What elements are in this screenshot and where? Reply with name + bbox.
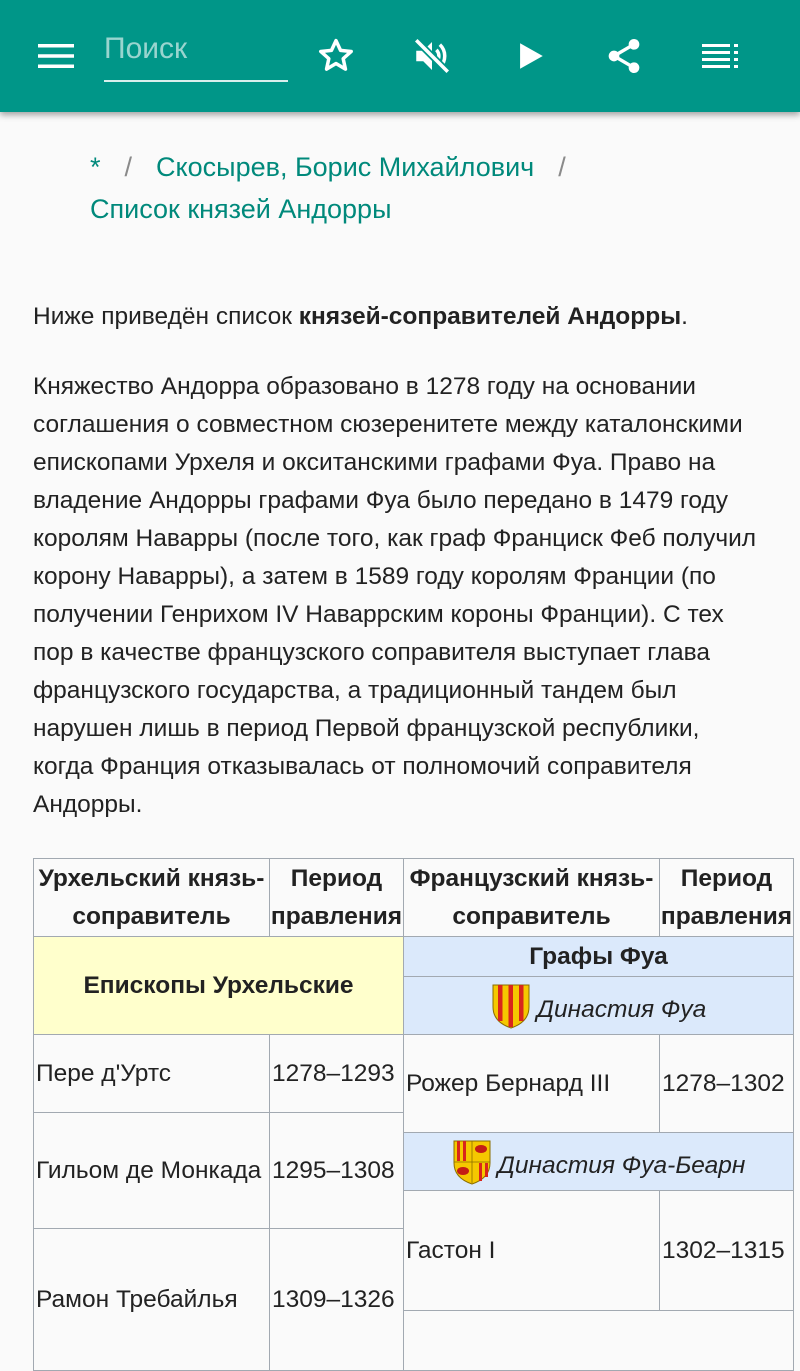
foix-coat-of-arms-icon — [491, 983, 531, 1029]
french-prince-name[interactable]: Рожер Бернард III — [404, 1035, 660, 1133]
urgel-prince-name[interactable]: Гильом де Монкада — [34, 1113, 270, 1229]
share-icon — [604, 36, 644, 76]
french-prince-period: 1278–1302 — [660, 1035, 794, 1133]
french-prince-name[interactable]: Гастон I — [404, 1191, 660, 1311]
intro-bold-term: князей-соправителей Андорры — [298, 303, 682, 330]
intro-paragraph: Ниже приведён список князей-соправителей Андорры. — [33, 303, 688, 330]
urgel-prince-period: 1295–1308 — [270, 1113, 404, 1229]
dynasty-foix-label[interactable]: Династия Фуа — [536, 995, 707, 1023]
table-header-row — [34, 859, 794, 937]
section-urgel-bishops: Епископы Урхельские — [34, 937, 404, 1035]
playlist-button[interactable] — [692, 28, 748, 84]
urgel-prince-name[interactable]: Пере д'Уртс — [34, 1035, 270, 1113]
urgel-prince-period: 1309–1326 — [270, 1229, 404, 1371]
bookmark-button[interactable] — [308, 28, 364, 84]
article-body — [33, 298, 763, 824]
header-period: Период правления — [270, 859, 404, 937]
breadcrumb-link-skosyrev[interactable]: Скосырев, Борис Михайлович — [156, 152, 535, 182]
table-cell-empty — [404, 1311, 794, 1371]
dynasty-foix-row — [404, 977, 794, 1035]
mute-button[interactable] — [404, 28, 460, 84]
header-urgel-prince: Урхельский князь-соправитель — [34, 859, 270, 937]
section-foix-counts: Графы Фуа — [404, 937, 794, 977]
breadcrumb-root-link[interactable]: * — [90, 152, 101, 182]
app-bar — [0, 0, 800, 112]
table-row — [34, 1035, 794, 1073]
search-field[interactable] — [104, 24, 288, 82]
dynasty-foix-bearn-label[interactable]: Династия Фуа-Беарн — [497, 1151, 746, 1179]
urgel-prince-name[interactable]: Рамон Требайлья — [34, 1229, 270, 1371]
header-french-prince: Французский князь-соправитель — [404, 859, 660, 937]
french-prince-period: 1302–1315 — [660, 1191, 794, 1311]
menu-button[interactable] — [28, 28, 84, 84]
menu-icon — [36, 41, 76, 71]
urgel-prince-period: 1278–1293 — [270, 1035, 404, 1113]
dynasty-foix-bearn-row — [404, 1133, 794, 1191]
search-input[interactable] — [104, 24, 288, 74]
breadcrumb-separator: / — [558, 152, 566, 182]
share-button[interactable] — [596, 28, 652, 84]
co-princes-table — [33, 858, 794, 1371]
breadcrumb-separator: / — [124, 152, 133, 182]
playlist-icon — [700, 41, 740, 71]
foix-bearn-coat-of-arms-icon — [452, 1139, 492, 1185]
volume-off-icon — [411, 35, 453, 77]
header-period: Период правления — [660, 859, 794, 937]
play-icon — [513, 39, 547, 73]
history-paragraph: Княжество Андорра образовано в 1278 году на основании соглашения о совместном сюзеренитете между каталонскими епископами Урхеля и окситанскими графами Фуа. Право на владение Андорры графами Фуа было передано в 1479 году королям Наварры (после того, как граф Франциск Феб получил корону Наварры), а затем в 1589 году королям Франции (по получении Генрихом IV Наваррским короны Франции). С тех пор в качестве французского соправителя выступает глава французского государства, а традиционный тандем был нарушен лишь в период Первой французской республики, когда Франция отказывалась от полномочий соправителя Андорры. — [33, 373, 757, 818]
breadcrumb — [90, 146, 750, 230]
table-row — [34, 937, 794, 977]
breadcrumb-link-andorra-princes[interactable]: Список князей Андорры — [90, 194, 392, 224]
play-button[interactable] — [502, 28, 558, 84]
star-icon — [315, 35, 357, 77]
